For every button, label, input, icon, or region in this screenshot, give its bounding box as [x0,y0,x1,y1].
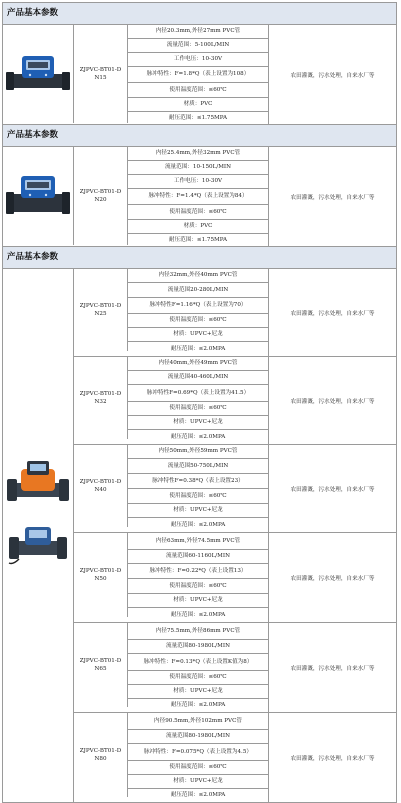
application-cell: 农田灌溉，污水处理，自来水厂等 [290,194,375,201]
application-cell: 农田灌溉，污水处理，自来水厂等 [290,72,375,79]
product-row-dn50 [74,533,396,623]
spec-item: 耐压范围：≤2.0MPA [170,521,226,528]
spec-item: 流量范围：5-100L/MIN [128,39,268,53]
spec-item: 内径40mm,外径49mm PVC管 [128,357,268,371]
model-cell: ZJPVC-BT01-DN40 [74,445,128,527]
model-cell: ZJPVC-BT01-DN15 [74,25,128,123]
spec-item: 材质：UPVC+尼龙 [128,594,268,608]
spec-item: 耐压范围：≤2.0MPA [170,792,226,799]
flow-meter-blue-image [6,172,70,220]
spec-list [128,713,269,802]
spec-item: 内径25.4mm,外径32mm PVC管 [128,147,268,161]
section-title: 产品基本参数 [3,125,396,147]
spec-item: 耐压范围：≤2.0MPA [170,611,226,618]
spec-item: 内径63mm,外径74.5mm PVC管 [128,533,268,550]
spec-item: 材质：PVC [128,98,268,112]
spec-item: 脉冲特性：F=0.13*Q（表上设置K值为8） [128,654,268,671]
spec-item: 脉冲特性F=0.69*Q（表上设置为41.5） [128,385,268,402]
spec-item: 材质：UPVC+尼龙 [128,685,268,699]
spec-item: 使用温度范围：≤60℃ [128,761,268,775]
spec-item: 耐压范围：≤2.0MPA [170,345,226,352]
application-cell: 农田灌溉，污水处理，自来水厂等 [290,310,375,317]
spec-list [128,25,269,124]
product-row-dn65 [74,623,396,713]
spec-item: 脉冲特性：F=1.4*Q（表上设置为84） [128,189,268,205]
spec-list [128,357,269,444]
flow-meter-blue-image [6,50,70,98]
section-dn15 [2,2,397,124]
spec-item: 使用温度范围：≤60℃ [128,205,268,220]
spec-item: 脉冲特性：F=1.8*Q（表上设置为108） [128,67,268,83]
spec-item: 使用温度范围：≤60℃ [128,402,268,416]
spec-item: 流量范围40-460L/MIN [128,371,268,385]
spec-item: 使用温度范围：≤60℃ [128,489,268,504]
spec-list [128,269,269,356]
product-image-column [3,269,74,802]
spec-item: 脉冲特性：F=0.22*Q（表上设置13） [128,564,268,579]
section-dn25-dn80 [2,246,397,803]
application-cell: 农田灌溉，污水处理，自来水厂等 [290,486,375,493]
product-row [3,147,396,246]
spec-list [128,445,269,532]
product-row-dn25 [74,269,396,357]
spec-document [2,2,397,803]
section-title: 产品基本参数 [3,247,396,269]
spec-item: 耐压范围：≤2.0MPA [170,702,226,709]
spec-item: 使用温度范围：≤60℃ [128,83,268,98]
product-row-dn80 [74,713,396,802]
model-cell: ZJPVC-BT01-DN65 [74,623,128,707]
spec-item: 使用温度范围：≤60℃ [128,671,268,685]
spec-item: 流量范围80-1980L/MIN [128,730,268,744]
section-title: 产品基本参数 [3,3,396,25]
spec-item: 流量范围20-280L/MIN [128,283,268,298]
application-cell: 农田灌溉，污水处理，自来水厂等 [290,575,375,582]
spec-item: 内径32mm,外径40mm PVC管 [128,269,268,283]
spec-item: 流量范围：10-150L/MIN [128,161,268,175]
model-cell: ZJPVC-BT01-DN80 [74,713,128,797]
section-dn20 [2,124,397,246]
model-cell: ZJPVC-BT01-DN20 [74,147,128,245]
flow-meter-orange-image [7,459,69,509]
spec-list [128,533,269,622]
flow-meter-pipe-image [7,523,69,567]
spec-item: 材质：UPVC+尼龙 [128,416,268,430]
spec-item: 材质：UPVC+尼龙 [128,328,268,342]
model-cell: ZJPVC-BT01-DN25 [74,269,128,351]
spec-list [128,147,269,246]
application-cell: 农田灌溉，污水处理，自来水厂等 [290,755,375,762]
application-cell: 农田灌溉，污水处理，自来水厂等 [290,398,375,405]
spec-item: 耐压范围：≤2.0MPA [170,433,226,440]
spec-item: 材质：UPVC+尼龙 [128,775,268,789]
spec-item: 流量范围80-1980L/MIN [128,640,268,654]
spec-item: 材质：PVC [128,220,268,234]
spec-item: 流量范围50-750L/MIN [128,459,268,474]
spec-item: 使用温度范围：≤60℃ [128,579,268,594]
model-cell: ZJPVC-BT01-DN32 [74,357,128,439]
application-cell: 农田灌溉，污水处理，自来水厂等 [290,665,375,672]
spec-item: 流量范围60-1160L/MIN [128,550,268,564]
spec-item: 耐压范围：≤1.75MPA [168,236,228,243]
product-row-dn32 [74,357,396,445]
spec-item: 耐压范围：≤1.75MPA [168,114,228,121]
spec-list [128,623,269,712]
spec-item: 脉冲特性F=1.16*Q（表上设置为70） [128,298,268,314]
spec-item: 脉冲特性F=0.38*Q（表上设置23） [128,474,268,489]
spec-item: 使用温度范围：≤60℃ [128,314,268,328]
spec-item: 脉冲特性：F=0.075*Q（表上设置为4.5） [128,744,268,761]
spec-item: 内径75.5mm,外径86mm PVC管 [128,623,268,640]
product-rows [74,269,396,802]
product-group [3,269,396,802]
model-cell: ZJPVC-BT01-DN50 [74,533,128,617]
spec-item: 工作电压：10-30V [128,175,268,189]
product-row-dn40 [74,445,396,533]
spec-item: 材质：UPVC+尼龙 [128,504,268,518]
spec-item: 内径50mm,外径59mm PVC管 [128,445,268,459]
product-row [3,25,396,124]
product-image-cell [3,147,74,245]
spec-item: 工作电压：10-30V [128,53,268,67]
product-image-cell [3,25,74,123]
spec-item: 内径20.3mm,外径27mm PVC管 [128,25,268,39]
spec-item: 内径90.5mm,外径102mm PVC管 [128,713,268,730]
